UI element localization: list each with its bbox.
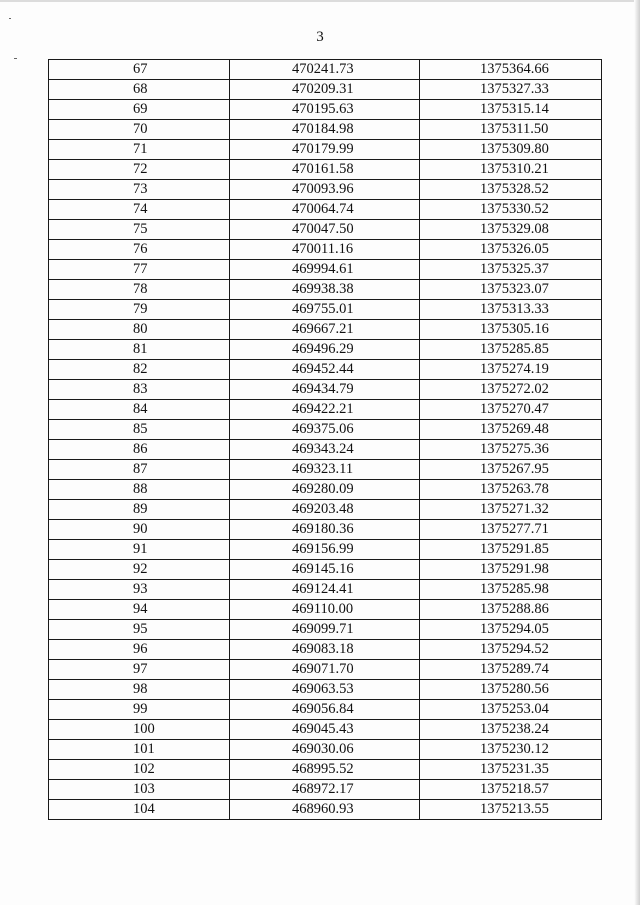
table-row [49,460,602,480]
point-number-cell: 88 [49,480,230,500]
scan-right-edge [634,0,640,905]
y-coordinate-cell: 1375328.52 [420,180,602,200]
y-coordinate-cell: 1375305.16 [420,320,602,340]
y-coordinate-cell: 1375291.98 [420,560,602,580]
table-row [49,640,602,660]
x-coordinate-cell: 469083.18 [230,640,420,660]
point-number-cell: 74 [49,200,230,220]
table-row [49,500,602,520]
table-row [49,320,602,340]
x-coordinate-cell: 469045.43 [230,720,420,740]
point-number-cell: 84 [49,400,230,420]
y-coordinate-cell: 1375253.04 [420,700,602,720]
x-coordinate-cell: 469755.01 [230,300,420,320]
x-coordinate-cell: 469667.21 [230,320,420,340]
table-row [49,660,602,680]
table-row [49,520,602,540]
x-coordinate-cell: 469124.41 [230,580,420,600]
table-row [49,240,602,260]
y-coordinate-cell: 1375231.35 [420,760,602,780]
y-coordinate-cell: 1375238.24 [420,720,602,740]
table-row [49,340,602,360]
point-number-cell: 97 [49,660,230,680]
scan-speck [9,18,11,19]
x-coordinate-cell: 468972.17 [230,780,420,800]
point-number-cell: 91 [49,540,230,560]
y-coordinate-cell: 1375330.52 [420,200,602,220]
x-coordinate-cell: 469434.79 [230,380,420,400]
point-number-cell: 98 [49,680,230,700]
point-number-cell: 73 [49,180,230,200]
y-coordinate-cell: 1375213.55 [420,800,602,820]
coordinates-table [48,59,602,820]
point-number-cell: 77 [49,260,230,280]
point-number-cell: 79 [49,300,230,320]
y-coordinate-cell: 1375289.74 [420,660,602,680]
y-coordinate-cell: 1375263.78 [420,480,602,500]
x-coordinate-cell: 469071.70 [230,660,420,680]
table-row [49,80,602,100]
point-number-cell: 86 [49,440,230,460]
point-number-cell: 82 [49,360,230,380]
x-coordinate-cell: 469280.09 [230,480,420,500]
y-coordinate-cell: 1375270.47 [420,400,602,420]
x-coordinate-cell: 468995.52 [230,760,420,780]
y-coordinate-cell: 1375277.71 [420,520,602,540]
x-coordinate-cell: 470179.99 [230,140,420,160]
y-coordinate-cell: 1375291.85 [420,540,602,560]
point-number-cell: 67 [49,60,230,80]
y-coordinate-cell: 1375280.56 [420,680,602,700]
point-number-cell: 85 [49,420,230,440]
point-number-cell: 72 [49,160,230,180]
y-coordinate-cell: 1375294.05 [420,620,602,640]
table-row [49,680,602,700]
point-number-cell: 101 [49,740,230,760]
x-coordinate-cell: 469110.00 [230,600,420,620]
x-coordinate-cell: 469452.44 [230,360,420,380]
table-row [49,440,602,460]
y-coordinate-cell: 1375267.95 [420,460,602,480]
y-coordinate-cell: 1375218.57 [420,780,602,800]
y-coordinate-cell: 1375309.80 [420,140,602,160]
x-coordinate-cell: 470195.63 [230,100,420,120]
table-row [49,780,602,800]
y-coordinate-cell: 1375329.08 [420,220,602,240]
table-row [49,480,602,500]
table-row [49,200,602,220]
point-number-cell: 90 [49,520,230,540]
table-row [49,300,602,320]
x-coordinate-cell: 469180.36 [230,520,420,540]
table-row [49,580,602,600]
x-coordinate-cell: 469056.84 [230,700,420,720]
y-coordinate-cell: 1375285.85 [420,340,602,360]
table-row [49,740,602,760]
x-coordinate-cell: 469938.38 [230,280,420,300]
table-row [49,260,602,280]
table-row [49,560,602,580]
y-coordinate-cell: 1375285.98 [420,580,602,600]
point-number-cell: 94 [49,600,230,620]
x-coordinate-cell: 469375.06 [230,420,420,440]
y-coordinate-cell: 1375313.33 [420,300,602,320]
x-coordinate-cell: 470011.16 [230,240,420,260]
x-coordinate-cell: 469145.16 [230,560,420,580]
y-coordinate-cell: 1375311.50 [420,120,602,140]
y-coordinate-cell: 1375323.07 [420,280,602,300]
point-number-cell: 78 [49,280,230,300]
table-row [49,280,602,300]
point-number-cell: 76 [49,240,230,260]
x-coordinate-cell: 468960.93 [230,800,420,820]
point-number-cell: 104 [49,800,230,820]
table-row [49,120,602,140]
point-number-cell: 92 [49,560,230,580]
table-row [49,800,602,820]
table-row [49,620,602,640]
point-number-cell: 75 [49,220,230,240]
point-number-cell: 100 [49,720,230,740]
table-row [49,360,602,380]
point-number-cell: 96 [49,640,230,660]
y-coordinate-cell: 1375315.14 [420,100,602,120]
coordinates-table-body [49,60,602,820]
point-number-cell: 69 [49,100,230,120]
point-number-cell: 83 [49,380,230,400]
table-row [49,700,602,720]
table-row [49,760,602,780]
x-coordinate-cell: 469323.11 [230,460,420,480]
y-coordinate-cell: 1375326.05 [420,240,602,260]
table-row [49,100,602,120]
x-coordinate-cell: 469994.61 [230,260,420,280]
table-row [49,600,602,620]
x-coordinate-cell: 470184.98 [230,120,420,140]
scan-speck [14,58,17,59]
point-number-cell: 95 [49,620,230,640]
table-row [49,60,602,80]
point-number-cell: 68 [49,80,230,100]
table-row [49,380,602,400]
point-number-cell: 102 [49,760,230,780]
y-coordinate-cell: 1375272.02 [420,380,602,400]
table-row [49,180,602,200]
point-number-cell: 71 [49,140,230,160]
y-coordinate-cell: 1375288.86 [420,600,602,620]
point-number-cell: 70 [49,120,230,140]
y-coordinate-cell: 1375230.12 [420,740,602,760]
point-number-cell: 80 [49,320,230,340]
x-coordinate-cell: 470161.58 [230,160,420,180]
page-number: 3 [316,29,324,45]
y-coordinate-cell: 1375275.36 [420,440,602,460]
y-coordinate-cell: 1375325.37 [420,260,602,280]
y-coordinate-cell: 1375274.19 [420,360,602,380]
x-coordinate-cell: 470241.73 [230,60,420,80]
point-number-cell: 89 [49,500,230,520]
x-coordinate-cell: 470209.31 [230,80,420,100]
table-row [49,160,602,180]
x-coordinate-cell: 469343.24 [230,440,420,460]
x-coordinate-cell: 469099.71 [230,620,420,640]
y-coordinate-cell: 1375364.66 [420,60,602,80]
x-coordinate-cell: 469496.29 [230,340,420,360]
point-number-cell: 81 [49,340,230,360]
x-coordinate-cell: 470064.74 [230,200,420,220]
table-row [49,420,602,440]
x-coordinate-cell: 469030.06 [230,740,420,760]
x-coordinate-cell: 470047.50 [230,220,420,240]
scan-top-edge [0,0,640,2]
x-coordinate-cell: 470093.96 [230,180,420,200]
point-number-cell: 87 [49,460,230,480]
y-coordinate-cell: 1375271.32 [420,500,602,520]
y-coordinate-cell: 1375294.52 [420,640,602,660]
table-row [49,720,602,740]
point-number-cell: 99 [49,700,230,720]
y-coordinate-cell: 1375310.21 [420,160,602,180]
x-coordinate-cell: 469156.99 [230,540,420,560]
x-coordinate-cell: 469422.21 [230,400,420,420]
point-number-cell: 93 [49,580,230,600]
x-coordinate-cell: 469063.53 [230,680,420,700]
point-number-cell: 103 [49,780,230,800]
table-row [49,220,602,240]
table-row [49,400,602,420]
table-row [49,540,602,560]
x-coordinate-cell: 469203.48 [230,500,420,520]
y-coordinate-cell: 1375269.48 [420,420,602,440]
table-row [49,140,602,160]
y-coordinate-cell: 1375327.33 [420,80,602,100]
